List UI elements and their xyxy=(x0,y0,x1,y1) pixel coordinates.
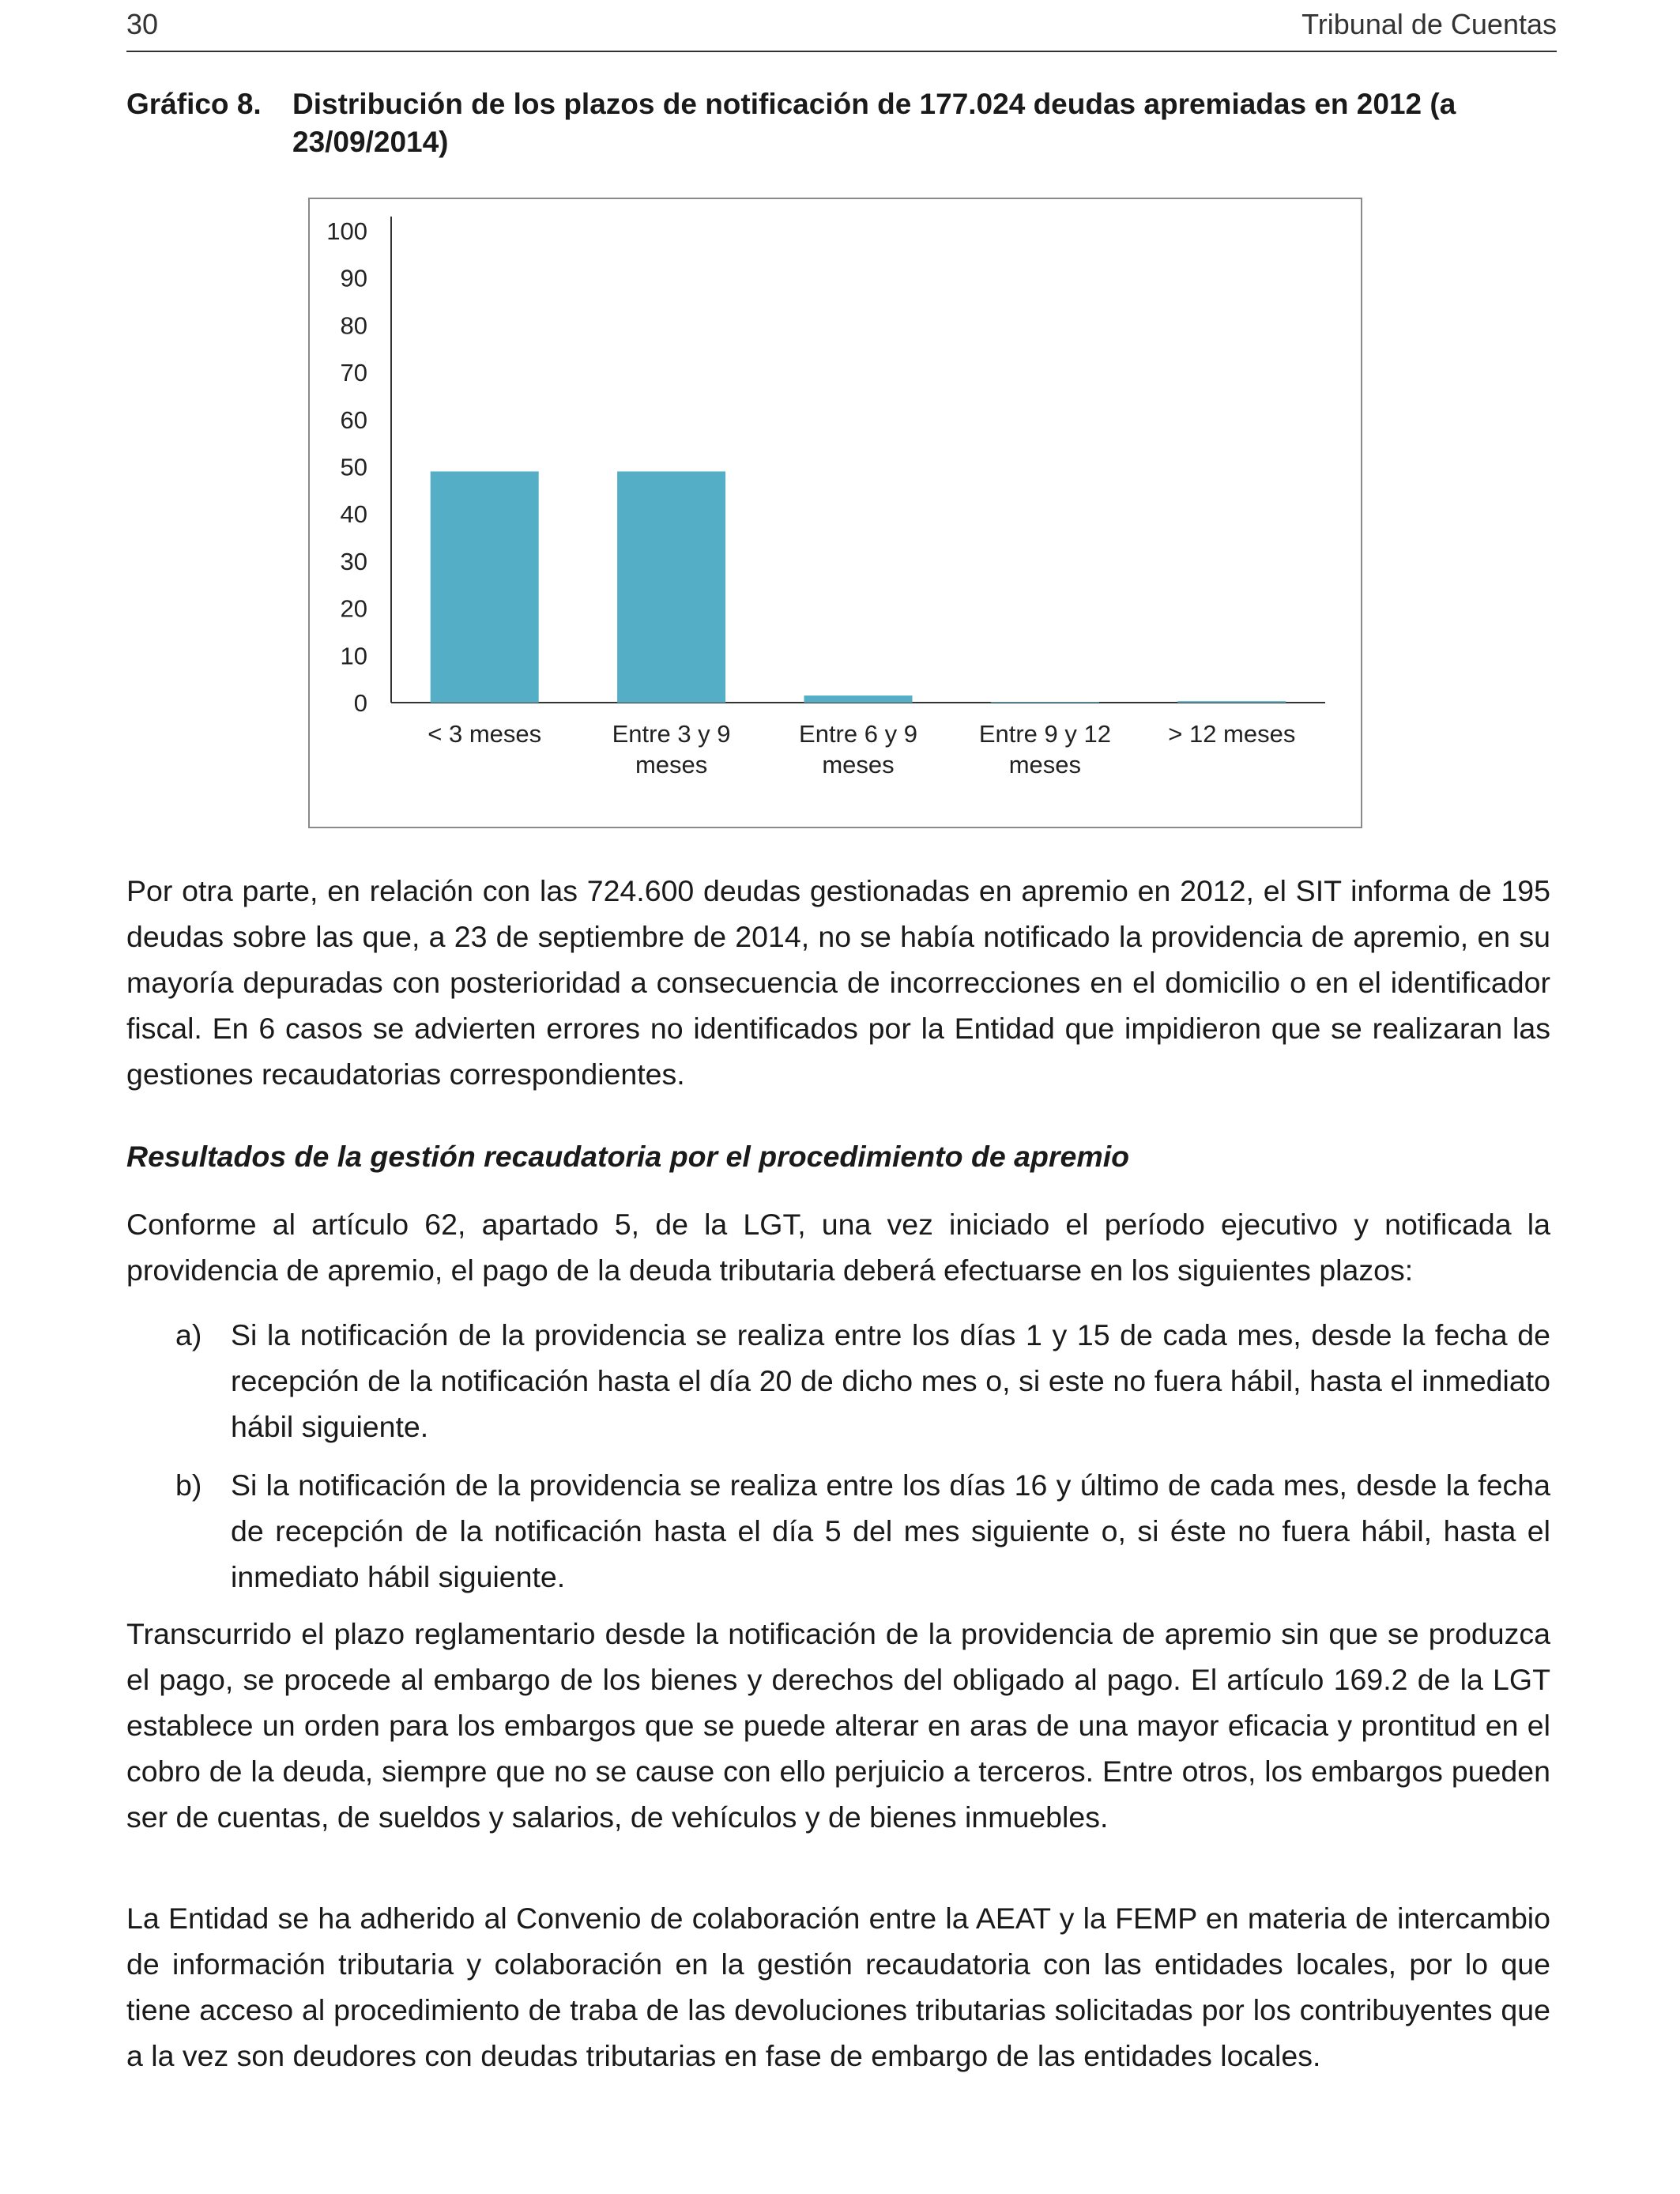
list-text: Si la notificación de la providencia se realiza entre los días 16 y último de cada mes, desde la fecha de recepción de la notificación hasta el día 5 del mes siguiente o, si éste no fuera hábil, hasta el inmediato hábil siguiente. xyxy=(231,1468,1550,1593)
paragraph-1: Por otra parte, en relación con las 724.600 deudas gestionadas en apremio en 2012, el SIT informa de 195 deudas sobre las que, a 23 de septiembre de 2014, no se había notificado la providencia de apremio, en su mayoría depuradas con posterioridad a consecuencia de incorrecciones en el domicilio o en el identificador fiscal. En 6 casos se advierten errores no identificados por la Entidad que impidieron que se realizaran las gestiones recaudatorias correspondientes. xyxy=(126,874,1550,1091)
y-tick-label: 90 xyxy=(340,264,367,292)
bar-chart xyxy=(310,199,1361,827)
x-tick-label: Entre 3 y 9 xyxy=(612,720,731,748)
x-tick-label: > 12 meses xyxy=(1168,720,1296,748)
y-tick-label: 20 xyxy=(340,594,367,623)
x-tick-label: < 3 meses xyxy=(428,720,542,748)
y-tick-label: 40 xyxy=(340,500,367,529)
running-title: Tribunal de Cuentas xyxy=(1301,8,1557,40)
section-heading: Resultados de la gestión recaudatoria por el procedimiento de apremio xyxy=(126,1140,1130,1173)
x-tick-label: meses xyxy=(635,751,708,778)
paragraph-3: Transcurrido el plazo reglamentario desde la notificación de la providencia de apremio sin que se produzca el pago, se procede al embargo de los bienes y derechos del obligado al pago. El artículo 169.2 de la LGT establece un orden para los embargos que se puede alterar en aras de una mayor eficacia y prontitud en el cobro de la deuda, siempre que no se cause con ello perjuicio a terceros. Entre otros, los embargos pueden ser de cuentas, de sueldos y salarios, de vehículos y de bienes inmuebles. xyxy=(126,1617,1550,1834)
y-tick-label: 80 xyxy=(340,311,367,340)
y-tick-label: 30 xyxy=(340,547,367,575)
list-marker: b) xyxy=(175,1468,202,1502)
bar xyxy=(1177,701,1286,703)
y-tick-label: 50 xyxy=(340,453,367,481)
figure-caption-text: Distribución de los plazos de notificación de 177.024 deudas apremiadas en 2012 (a 23/09/2014) xyxy=(292,88,1456,158)
paragraph-4: La Entidad se ha adherido al Convenio de colaboración entre la AEAT y la FEMP en materia de intercambio de información tributaria y colaboración en la gestión recaudatoria con las entidades locales, por lo que tiene acceso al procedimiento de traba de las devoluciones tributarias solicitadas por los contribuyentes que a la vez son deudores con deudas tributarias en fase de embargo de las entidades locales. xyxy=(126,1902,1550,2072)
page-number: 30 xyxy=(126,8,159,40)
y-tick-label: 100 xyxy=(326,217,367,245)
y-tick-label: 70 xyxy=(340,359,367,387)
bar xyxy=(617,471,725,703)
list-marker: a) xyxy=(175,1318,202,1351)
x-tick-label: Entre 9 y 12 xyxy=(978,720,1111,748)
bar xyxy=(991,702,1099,703)
y-tick-label: 10 xyxy=(340,642,367,670)
x-tick-label: Entre 6 y 9 xyxy=(799,720,917,748)
y-tick-label: 60 xyxy=(340,405,367,434)
x-tick-label: meses xyxy=(822,751,895,778)
figure-label: Gráfico 8. xyxy=(126,88,262,120)
page-header xyxy=(126,6,1557,52)
list-item-b xyxy=(175,1462,1550,1600)
list-item-a xyxy=(175,1312,1550,1449)
bar xyxy=(804,696,913,703)
paragraph-2: Conforme al artículo 62, apartado 5, de la LGT, una vez iniciado el período ejecutivo y notificada la providencia de apremio, el pago de la deuda tributaria deberá efectuarse en los siguientes plazos: xyxy=(126,1208,1550,1287)
figure-caption xyxy=(126,85,1557,161)
bar xyxy=(431,471,539,703)
x-tick-label: meses xyxy=(1008,751,1082,778)
list-text: Si la notificación de la providencia se realiza entre los días 1 y 15 de cada mes, desde la fecha de recepción de la notificación hasta el día 20 de dicho mes o, si este no fuera hábil, hasta el inmediato hábil siguiente. xyxy=(231,1318,1550,1443)
chart-frame xyxy=(308,198,1362,828)
y-tick-label: 0 xyxy=(353,689,367,717)
